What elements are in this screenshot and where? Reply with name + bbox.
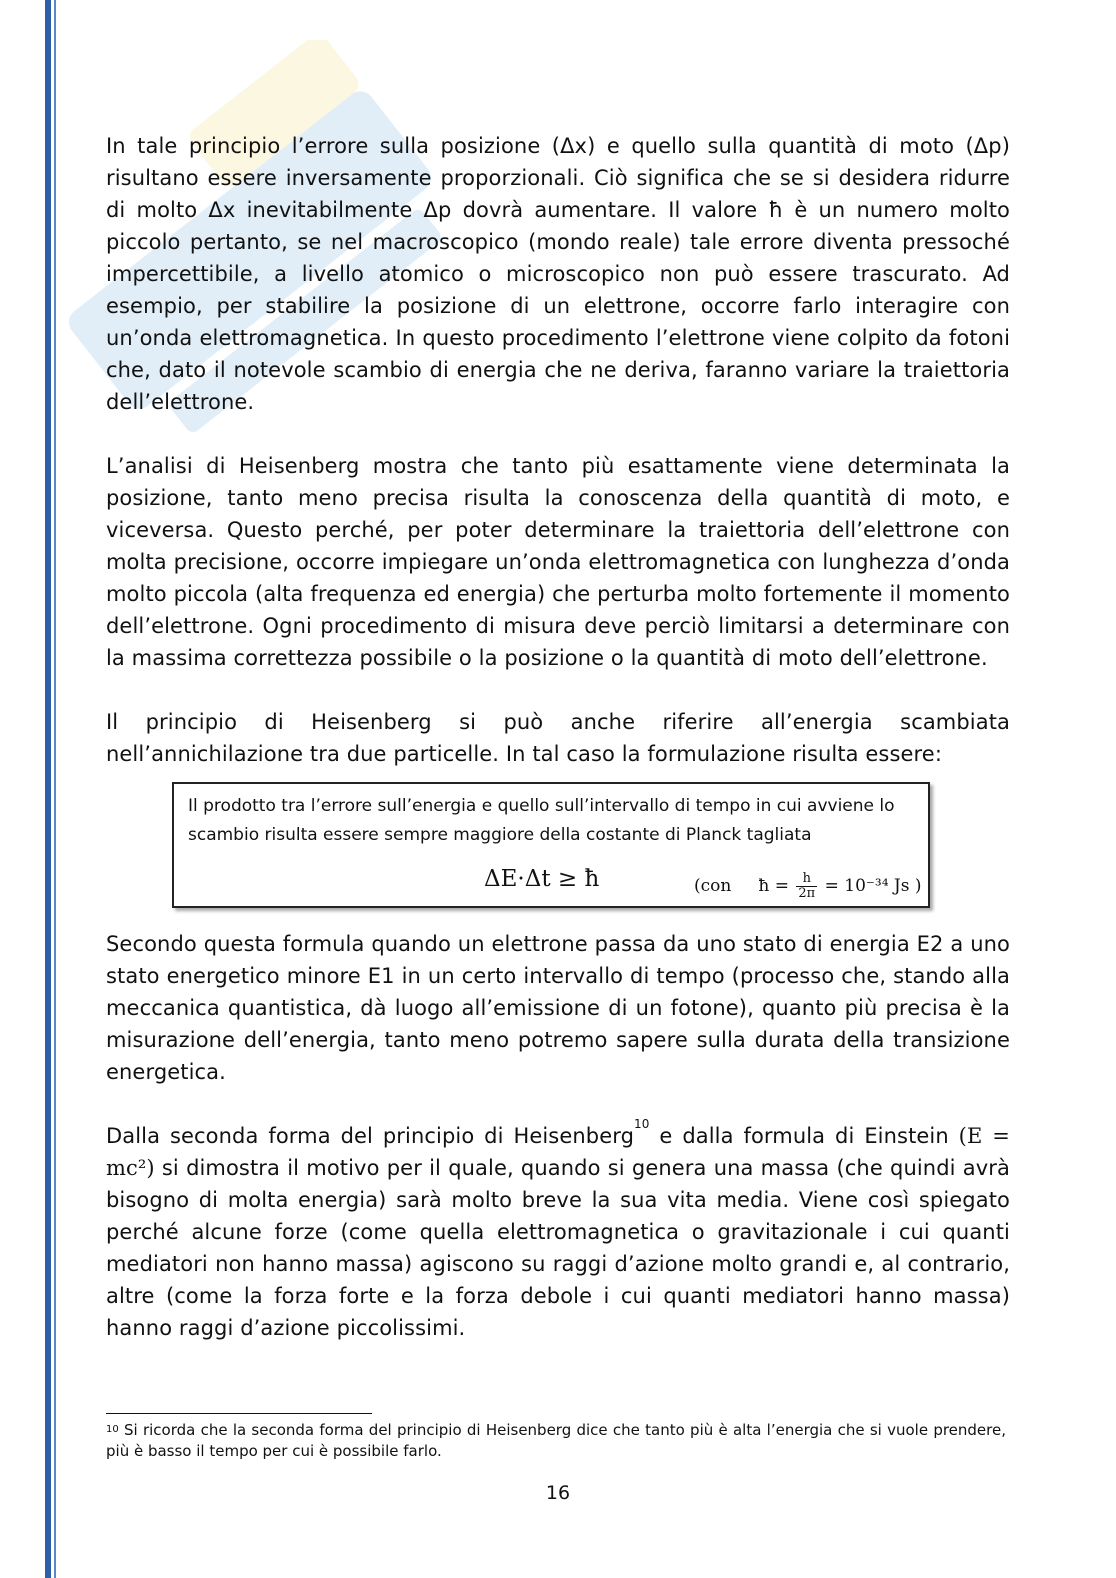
paragraph-3: Il principio di Heisenberg si può anche riferire all’energia scambiata nell’annichilazione tra due particelle. In tal caso la formulazione risulta essere: (106, 710, 1010, 766)
paragraph-5 (106, 1117, 1010, 1344)
paragraph-5-part-b: e dalla formula di Einstein (649, 1124, 959, 1148)
einstein-formula: (E = mc²) (106, 1124, 1010, 1180)
paragraph-5-part-a: Dalla seconda forma del principio di Heisenberg (106, 1124, 635, 1148)
footnote-divider (106, 1413, 372, 1414)
page-number: 16 (545, 1482, 571, 1504)
hbar-note-prefix: (con (694, 876, 732, 896)
footnote-mark: 10 (106, 1424, 119, 1435)
footnote-text: Si ricorda che la seconda forma del principio di Heisenberg dice che tanto più è alta l’energia che si vuole prendere, più è basso il tempo per cui è possibile farlo. (106, 1421, 1006, 1460)
hbar-definition (694, 872, 922, 901)
hbar-symbol: ħ = (758, 876, 789, 896)
formula-box-text: Il prodotto tra l’errore sull’energia e quello sull’intervallo di tempo in cui avviene lo scambio risulta essere sempre maggiore della costante di Planck tagliata (188, 796, 895, 845)
paragraph-1: In tale principio l’errore sulla posizione (Δx) e quello sulla quantità di moto (Δp) risultano essere inversamente proporzionali. Ciò significa che se si desidera ridurre di molto Δx inevitabilmente Δp dovrà aumentare. Il valore ħ è un numero molto piccolo pertanto, se nel macroscopico (mondo reale) tale errore diventa pressoché impercettibile, a livello atomico o microscopico non può essere trascurato. Ad esempio, per stabilire la posizione di un elettrone, occorre farlo interagire con un’onda elettromagnetica. In questo procedimento l’elettrone viene colpito da fotoni che, dato il notevole scambio di energia che ne deriva, faranno variare la traiettoria dell’elettrone. (106, 134, 1010, 414)
hbar-value: = 10⁻³⁴ Js ) (824, 876, 922, 896)
fraction-numerator: h (796, 872, 817, 887)
footnote (106, 1420, 1006, 1462)
paragraph-2: L’analisi di Heisenberg mostra che tanto più esattamente viene determinata la posizione, tanto meno precisa risulta la conoscenza della quantità di moto, e viceversa. Questo perché, per poter determinare la traiettoria dell’elettrone con molta precisione, occorre impiegare un’onda elettromagnetica con lunghezza d’onda molto piccola (alta frequenza ed energia) che perturba molto fortemente il momento dell’elettrone. Ogni procedimento di misura deve perciò limitarsi a determinare con la massima correttezza possibile o la posizione o la quantità di moto dell’elettrone. (106, 454, 1010, 670)
energy-time-formula: ΔE·Δt ≥ ħ (484, 866, 600, 892)
hbar-fraction (796, 872, 817, 901)
page-left-border-inner (54, 0, 56, 1578)
page-left-border (45, 0, 51, 1578)
footnote-reference[interactable]: 10 (634, 1117, 650, 1131)
main-content (106, 130, 1010, 1376)
formula-box (172, 782, 930, 908)
fraction-denominator: 2π (798, 886, 816, 901)
paragraph-4: Secondo questa formula quando un elettrone passa da uno stato di energia E2 a uno stato energetico minore E1 in un certo intervallo di tempo (processo che, stando alla meccanica quantistica, dà luogo all’emissione di un fotone), quanto più precisa è la misurazione dell’energia, tanto meno potremo sapere sulla durata della transizione energetica. (106, 932, 1010, 1084)
paragraph-5-part-c: si dimostra il motivo per il quale, quando si genera una massa (che quindi avrà bisogno di molta energia) sarà molto breve la sua vita media. Viene così spiegato perché alcune forze (come quella elettromagnetica o gravitazionale i cui quanti mediatori non hanno massa) agiscono su raggi d’azione molto grandi e, al contrario, altre (come la forza forte e la forza debole i cui quanti mediatori hanno massa) hanno raggi d’azione piccolissimi. (106, 1156, 1010, 1340)
